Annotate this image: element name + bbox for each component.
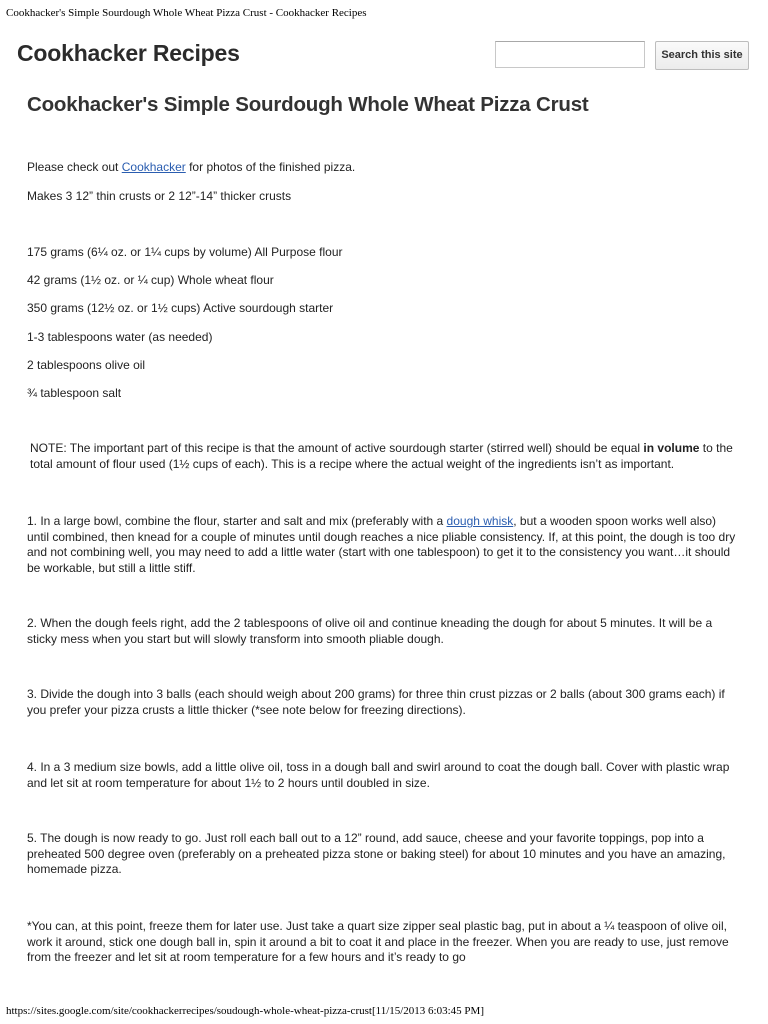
print-header: Cookhacker's Simple Sourdough Whole Wheat Pizza Crust - Cookhacker Recipes [6, 7, 367, 19]
step-2: 2. When the dough feels right, add the 2 tablespoons of olive oil and continue kneading the dough for about 5 minutes. It will be a sticky mess when you start but will slowly transform into smooth pliable dough. [27, 616, 713, 646]
step-4: 4. In a 3 medium size bowls, add a little olive oil, toss in a dough ball and swirl around to coat the dough ball. Cover with plastic wrap and let sit at room temperature for about 1½ to 2 hours until doubled in size. [27, 760, 730, 790]
note-text: NOTE: The important part of this recipe is that the amount of active sourdough starter (stirred well) should be equal [30, 441, 644, 455]
ingredient-item: 350 grams (12½ oz. or 1½ cups) Active sourdough starter [27, 301, 334, 315]
note-emphasis: in volume [643, 441, 700, 455]
step-5: 5. The dough is now ready to go. Just roll each ball out to a 12” round, add sauce, cheese and your favorite toppings, pop into a preheated 500 degree oven (preferably on a preheated pizza stone or baking steel) for about 10 minutes and you have an amazing, homemade pizza. [27, 831, 726, 876]
step-3: 3. Divide the dough into 3 balls (each should weigh about 200 grams) for three thin crust pizzas or 2 balls (about 300 grams each) if you prefer your pizza crusts a little thicker (*see note below for freezing directions). [27, 687, 725, 717]
ingredient-item: 2 tablespoons olive oil [27, 358, 146, 372]
ingredient-item: ¾ tablespoon salt [27, 386, 122, 400]
site-title[interactable]: Cookhacker Recipes [17, 40, 240, 66]
intro-text-end: for photos of the finished pizza. [185, 160, 356, 174]
ingredient-item: 42 grams (1½ oz. or ¼ cup) Whole wheat flour [27, 273, 274, 287]
search-input[interactable] [495, 41, 645, 68]
freeze-note: *You can, at this point, freeze them for later use. Just take a quart size zipper seal plastic bag, put in about a ¼ teaspoon of olive oil, work it around, stick one dough ball in, spin it around a bit to coat it and place in the freezer. When you are ready to use, just remove from the freezer and let sit at room temperature for a few hours and it’s ready to go [27, 919, 729, 964]
intro-paragraph [27, 160, 355, 176]
search-button[interactable]: Search this site [655, 41, 749, 70]
page-title: Cookhacker's Simple Sourdough Whole Wheat Pizza Crust [27, 93, 589, 116]
ingredient-item: 175 grams (6¼ oz. or 1¼ cups by volume) All Purpose flour [27, 245, 343, 259]
yield-text: Makes 3 12” thin crusts or 2 12”-14” thicker crusts [27, 189, 292, 203]
print-footer-url: https://sites.google.com/site/cookhackerrecipes/soudough-whole-wheat-pizza-crust[11/15/2013 6:03:45 PM] [6, 1005, 484, 1017]
note-paragraph [30, 441, 742, 472]
ingredient-item: 1-3 tablespoons water (as needed) [27, 330, 213, 344]
step-1 [27, 514, 739, 576]
step-1-text-end: , but a wooden spoon works well also) until combined, then knead for a couple of minutes until dough reaches a nice pliable consistency. If, at this point, the dough is too dry and not combining well, you may need to add a little water (start with one tablespoon) to get it to the consistency you want…it should be workable, but still a little stiff. [27, 514, 736, 575]
dough-whisk-link[interactable]: dough whisk [446, 514, 514, 528]
note-text-end: to the total amount of flour used (1½ cups of each). This is a recipe where the actual weight of the ingredients isn’t as important. [30, 441, 733, 471]
intro-text: Please check out [27, 160, 122, 174]
cookhacker-link[interactable]: Cookhacker [121, 160, 186, 174]
step-1-text: 1. In a large bowl, combine the flour, starter and salt and mix (preferably with a [27, 514, 447, 528]
